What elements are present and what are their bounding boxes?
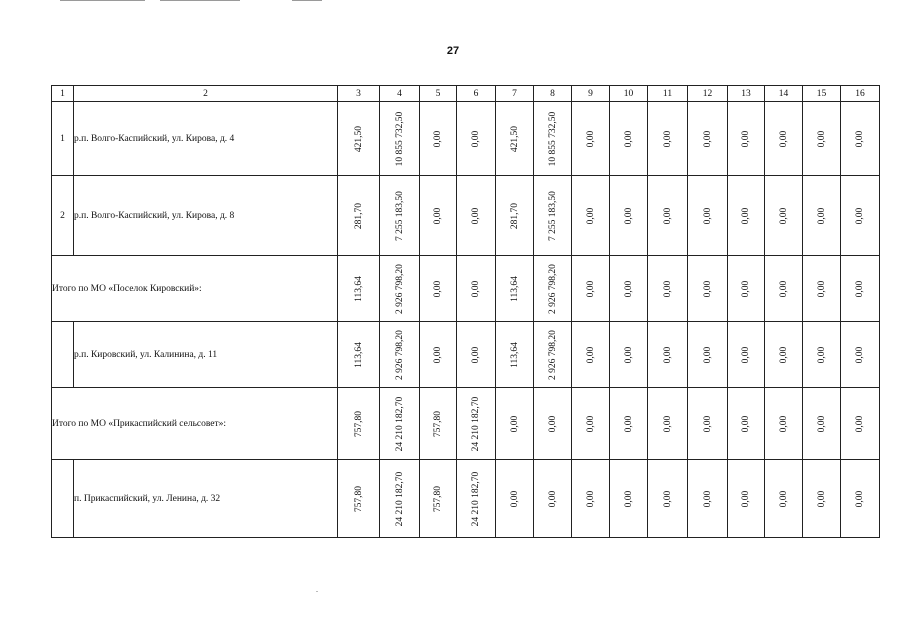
value-text: 0,00	[547, 490, 558, 507]
value-text: 0,00	[433, 346, 443, 363]
value-text: 0,00	[702, 280, 713, 297]
value-text: 0,00	[741, 346, 751, 363]
value-cell-col-12	[688, 322, 728, 388]
value-cell-col-9	[572, 256, 610, 322]
value-cell-col-16	[841, 460, 880, 538]
value-text: 0,00	[741, 280, 751, 297]
value-text: 0,00	[662, 207, 673, 224]
value-text: 0,00	[623, 346, 634, 363]
value-cell-col-15	[803, 460, 841, 538]
address-cell: р.п. Волго-Каспийский, ул. Кирова, д. 8	[74, 176, 338, 256]
value-text: 24 210 182,70	[394, 396, 405, 451]
value-text: 0,00	[623, 280, 634, 297]
value-cell-col-5	[420, 460, 457, 538]
value-text: 0,00	[741, 415, 751, 432]
value-text: 0,00	[623, 415, 634, 432]
value-text: 10 855 732,50	[547, 111, 558, 166]
value-text: 0,00	[509, 415, 520, 432]
scan-artifact-line	[60, 0, 145, 1]
value-text: 2 926 798,20	[547, 329, 558, 380]
value-cell-col-5	[420, 176, 457, 256]
value-cell-col-10	[610, 322, 648, 388]
value-text: 0,00	[855, 280, 865, 297]
value-cell-col-7	[496, 322, 534, 388]
value-cell-col-11	[648, 102, 688, 176]
value-text: 0,00	[433, 207, 443, 224]
value-cell-col-4	[380, 388, 420, 460]
value-text: 0,00	[662, 346, 673, 363]
value-cell-col-12	[688, 102, 728, 176]
value-cell-col-8	[534, 388, 572, 460]
value-text: 0,00	[662, 490, 673, 507]
value-cell-col-5	[420, 102, 457, 176]
value-text: 0,00	[433, 130, 443, 147]
value-text: 0,00	[741, 207, 751, 224]
value-cell-col-8	[534, 322, 572, 388]
value-cell-col-9	[572, 322, 610, 388]
column-header-8: 8	[534, 86, 572, 102]
value-text: 0,00	[509, 490, 520, 507]
row-number	[52, 322, 74, 388]
value-text: 0,00	[623, 207, 634, 224]
column-header-9: 9	[572, 86, 610, 102]
value-cell-col-7	[496, 102, 534, 176]
value-cell-col-11	[648, 322, 688, 388]
value-text: 0,00	[471, 130, 481, 147]
value-cell-col-5	[420, 256, 457, 322]
value-cell-col-16	[841, 322, 880, 388]
value-cell-col-4	[380, 256, 420, 322]
value-text: 421,50	[353, 125, 364, 152]
address-cell: р.п. Волго-Каспийский, ул. Кирова, д. 4	[74, 102, 338, 176]
value-text: 113,64	[353, 341, 364, 368]
table-row	[52, 460, 880, 538]
value-text: 0,00	[778, 415, 789, 432]
value-cell-col-7	[496, 460, 534, 538]
value-text: 0,00	[741, 130, 751, 147]
table-row	[52, 176, 880, 256]
value-text: 0,00	[778, 280, 789, 297]
value-text: 2 926 798,20	[547, 263, 558, 314]
value-cell-col-3	[338, 460, 380, 538]
value-cell-col-5	[420, 322, 457, 388]
value-text: 0,00	[855, 415, 865, 432]
value-cell-col-16	[841, 102, 880, 176]
value-cell-col-3	[338, 176, 380, 256]
value-cell-col-13	[728, 388, 765, 460]
value-cell-col-13	[728, 460, 765, 538]
value-cell-col-10	[610, 388, 648, 460]
value-text: 0,00	[585, 415, 596, 432]
row-number	[52, 460, 74, 538]
column-header-14: 14	[765, 86, 803, 102]
value-text: 0,00	[471, 207, 481, 224]
value-cell-col-4	[380, 460, 420, 538]
value-cell-col-10	[610, 256, 648, 322]
column-header-5: 5	[420, 86, 457, 102]
value-cell-col-11	[648, 176, 688, 256]
value-text: 0,00	[816, 490, 827, 507]
column-header-16: 16	[841, 86, 880, 102]
value-cell-col-16	[841, 176, 880, 256]
table-row	[52, 322, 880, 388]
table-row	[52, 102, 880, 176]
value-text: 0,00	[585, 130, 596, 147]
value-cell-col-11	[648, 388, 688, 460]
value-text: 24 210 182,70	[471, 396, 481, 451]
value-cell-col-9	[572, 388, 610, 460]
value-cell-col-8	[534, 176, 572, 256]
value-cell-col-15	[803, 176, 841, 256]
value-cell-col-8	[534, 102, 572, 176]
total-label: Итого по МО «Прикаспийский сельсовет»:	[52, 388, 338, 460]
value-text: 0,00	[547, 415, 558, 432]
table-total-row	[52, 388, 880, 460]
value-text: 0,00	[623, 490, 634, 507]
column-header-6: 6	[457, 86, 496, 102]
address-cell: п. Прикаспийский, ул. Ленина, д. 32	[74, 460, 338, 538]
scan-artifact-dot	[316, 591, 318, 592]
value-text: 0,00	[816, 207, 827, 224]
value-text: 281,70	[509, 202, 520, 229]
value-cell-col-9	[572, 460, 610, 538]
value-cell-col-12	[688, 176, 728, 256]
value-text: 0,00	[662, 130, 673, 147]
value-cell-col-13	[728, 322, 765, 388]
value-cell-col-15	[803, 102, 841, 176]
value-text: 0,00	[662, 280, 673, 297]
value-cell-col-3	[338, 322, 380, 388]
value-text: 757,80	[353, 485, 364, 512]
value-text: 0,00	[855, 346, 865, 363]
value-cell-col-6	[457, 322, 496, 388]
value-text: 0,00	[816, 415, 827, 432]
column-header-13: 13	[728, 86, 765, 102]
value-text: 0,00	[741, 490, 751, 507]
value-text: 0,00	[816, 346, 827, 363]
value-text: 757,80	[433, 485, 443, 512]
value-text: 0,00	[855, 130, 865, 147]
value-cell-col-14	[765, 176, 803, 256]
value-cell-col-14	[765, 460, 803, 538]
value-cell-col-4	[380, 102, 420, 176]
value-cell-col-14	[765, 102, 803, 176]
value-cell-col-7	[496, 176, 534, 256]
value-text: 0,00	[816, 280, 827, 297]
value-cell-col-3	[338, 256, 380, 322]
value-text: 0,00	[702, 415, 713, 432]
value-text: 421,50	[509, 125, 520, 152]
value-text: 24 210 182,70	[394, 471, 405, 526]
scan-artifact-line	[160, 0, 240, 1]
column-header-1: 1	[52, 86, 74, 102]
value-cell-col-12	[688, 256, 728, 322]
column-header-3: 3	[338, 86, 380, 102]
value-cell-col-14	[765, 322, 803, 388]
value-text: 0,00	[702, 130, 713, 147]
value-cell-col-13	[728, 176, 765, 256]
value-cell-col-6	[457, 388, 496, 460]
value-cell-col-3	[338, 102, 380, 176]
row-number: 2	[52, 176, 74, 256]
column-header-10: 10	[610, 86, 648, 102]
value-text: 0,00	[778, 346, 789, 363]
value-text: 0,00	[433, 280, 443, 297]
value-text: 2 926 798,20	[394, 329, 405, 380]
value-cell-col-10	[610, 460, 648, 538]
column-header-2: 2	[74, 86, 338, 102]
value-text: 0,00	[778, 207, 789, 224]
value-cell-col-7	[496, 256, 534, 322]
value-cell-col-5	[420, 388, 457, 460]
value-text: 113,64	[353, 275, 364, 302]
value-cell-col-13	[728, 256, 765, 322]
value-cell-col-13	[728, 102, 765, 176]
page-number: 27	[446, 45, 460, 57]
value-text: 0,00	[778, 490, 789, 507]
value-cell-col-11	[648, 460, 688, 538]
value-text: 113,64	[509, 275, 520, 302]
value-cell-col-12	[688, 388, 728, 460]
value-text: 2 926 798,20	[394, 263, 405, 314]
value-text: 113,64	[509, 341, 520, 368]
address-cell: р.п. Кировский, ул. Калинина, д. 11	[74, 322, 338, 388]
table-total-row	[52, 256, 880, 322]
value-text: 0,00	[471, 346, 481, 363]
value-cell-col-6	[457, 102, 496, 176]
value-cell-col-16	[841, 256, 880, 322]
value-cell-col-6	[457, 256, 496, 322]
row-number: 1	[52, 102, 74, 176]
value-cell-col-14	[765, 388, 803, 460]
value-text: 0,00	[662, 415, 673, 432]
value-cell-col-9	[572, 176, 610, 256]
value-text: 0,00	[623, 130, 634, 147]
column-header-7: 7	[496, 86, 534, 102]
column-header-11: 11	[648, 86, 688, 102]
value-cell-col-12	[688, 460, 728, 538]
value-cell-col-15	[803, 256, 841, 322]
value-cell-col-3	[338, 388, 380, 460]
value-text: 0,00	[471, 280, 481, 297]
value-cell-col-10	[610, 176, 648, 256]
scan-artifact-line	[292, 0, 322, 1]
value-text: 7 255 183,50	[394, 190, 405, 241]
column-header-15: 15	[803, 86, 841, 102]
table-header-row	[52, 86, 880, 102]
value-text: 10 855 732,50	[394, 111, 405, 166]
value-cell-col-15	[803, 322, 841, 388]
value-cell-col-6	[457, 460, 496, 538]
value-cell-col-4	[380, 322, 420, 388]
value-text: 0,00	[816, 130, 827, 147]
value-text: 24 210 182,70	[471, 471, 481, 526]
data-table	[51, 85, 880, 538]
value-text: 0,00	[855, 490, 865, 507]
value-cell-col-9	[572, 102, 610, 176]
value-cell-col-8	[534, 256, 572, 322]
value-text: 0,00	[585, 346, 596, 363]
value-cell-col-15	[803, 388, 841, 460]
value-text: 0,00	[585, 207, 596, 224]
value-text: 0,00	[855, 207, 865, 224]
value-text: 0,00	[702, 207, 713, 224]
value-cell-col-7	[496, 388, 534, 460]
column-header-12: 12	[688, 86, 728, 102]
value-text: 281,70	[353, 202, 364, 229]
value-text: 0,00	[778, 130, 789, 147]
value-text: 0,00	[702, 346, 713, 363]
value-cell-col-14	[765, 256, 803, 322]
column-header-4: 4	[380, 86, 420, 102]
value-text: 757,80	[353, 410, 364, 437]
value-cell-col-10	[610, 102, 648, 176]
value-text: 0,00	[585, 490, 596, 507]
value-cell-col-4	[380, 176, 420, 256]
value-text: 7 255 183,50	[547, 190, 558, 241]
value-cell-col-11	[648, 256, 688, 322]
total-label: Итого по МО «Поселок Кировский»:	[52, 256, 338, 322]
value-cell-col-6	[457, 176, 496, 256]
value-text: 757,80	[433, 410, 443, 437]
value-cell-col-16	[841, 388, 880, 460]
value-text: 0,00	[585, 280, 596, 297]
value-text: 0,00	[702, 490, 713, 507]
value-cell-col-8	[534, 460, 572, 538]
